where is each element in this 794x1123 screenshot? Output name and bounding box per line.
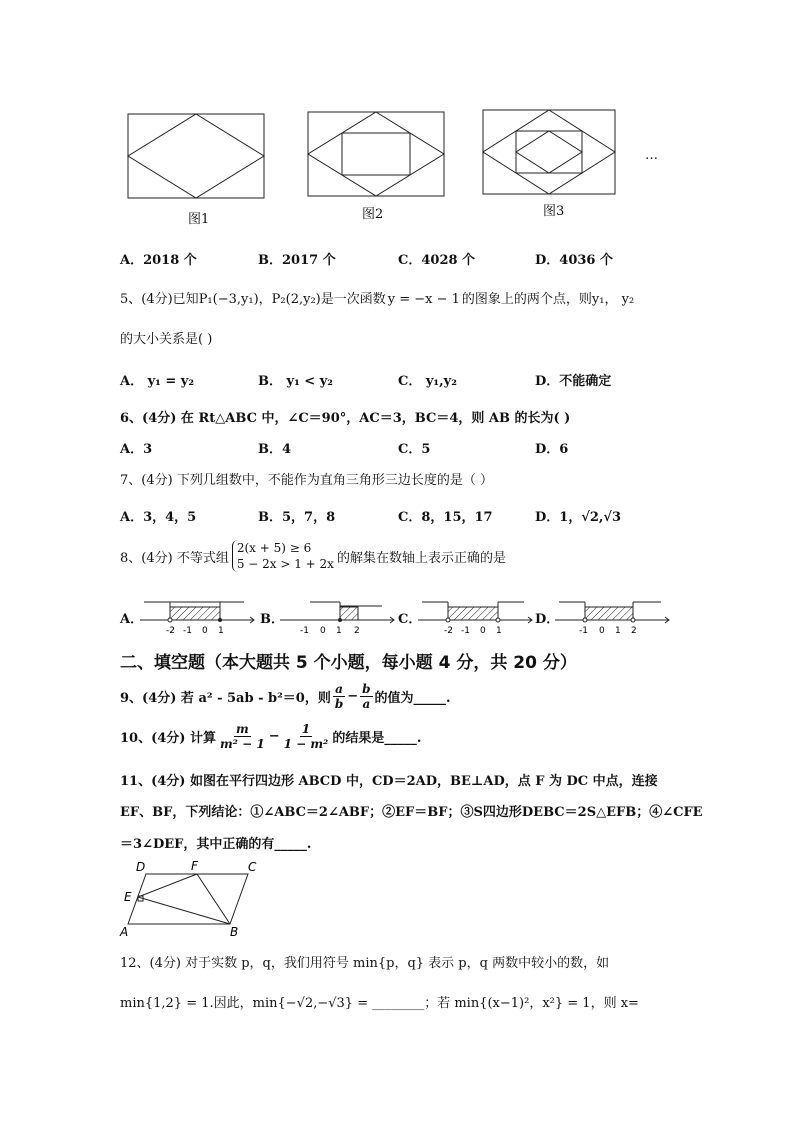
q12-line1: 12、(4分) 对于实数 p，q，我们用符号 min{p，q} 表示 p，q 两数中较小的数，如: [120, 956, 610, 971]
q5-option-d: D．不能确定: [535, 374, 612, 389]
fraction-2: $\frac{1}{\text{1 − m²}}$: [283, 722, 329, 751]
figure-1: [126, 112, 266, 202]
tick-label: 2: [631, 626, 637, 636]
q5-p2: P₂(2,y₂): [271, 292, 321, 307]
figure-1-caption: 图1: [188, 212, 210, 227]
q7-option-c: C．8，15，17: [398, 510, 493, 525]
q4-option-a: A．2018 个: [120, 253, 197, 268]
figure-2-caption: 图2: [362, 207, 384, 222]
number-line-b: [278, 594, 398, 638]
q11-line3: ＝3∠DEF，其中正确的有_____.: [120, 837, 312, 852]
q7-stem: 7、(4分) 下列几组数中，不能作为直角三角形三边长度的是（ ）: [120, 473, 493, 488]
q4-option-b: B．2017 个: [258, 253, 336, 268]
q9-suffix: 的值为_____.: [374, 691, 451, 706]
q5-option-c: C． y₁,y₂: [398, 374, 457, 389]
q4-option-c: C．4028 个: [398, 253, 476, 268]
q5-option-b: B． y₁ < y₂: [258, 374, 333, 389]
q5-suffix: 的图象上的两个点，则y₁， y₂: [461, 292, 635, 307]
q5-line2: 的大小关系是( ): [120, 332, 213, 347]
q6-stem: 6、(4分) 在 Rt△ABC 中，∠C＝90°，AC＝3，BC＝4，则 AB 的长为( ): [120, 411, 571, 426]
tick-label: 1: [615, 626, 621, 636]
q8-label-d: D．: [535, 612, 560, 627]
number-line-c: [416, 594, 536, 638]
inequality-system: [232, 540, 334, 572]
tick-label: -1: [461, 626, 470, 636]
tick-label: 1: [218, 626, 224, 636]
tick-label: -2: [166, 626, 175, 636]
q11-line1: 11、(4分) 如图在平行四边形 ABCD 中，CD＝2AD，BE⊥AD，点 F 为 DC 中点，连接: [120, 774, 658, 789]
q5-func: y = −x − 1: [387, 292, 460, 307]
q6-option-b: B．4: [258, 442, 292, 457]
point-label-a: A: [120, 925, 129, 938]
point-label-d: D: [136, 860, 146, 874]
section-heading: 二、填空题（本大题共 5 个小题，每小题 4 分，共 20 分）: [120, 653, 577, 673]
q5-p1: P₁(−3,y₁): [198, 292, 259, 307]
inequality-2: 5 − 2x > 1 + 2x: [236, 557, 334, 571]
q5-mid: 是一次函数: [320, 292, 386, 307]
fraction-b-over-a: $\frac{b}{a}$: [362, 682, 371, 711]
q12-line2: min{1,2} = 1.因此，min{−√2,−√3} = ________；若 min{(x−1)²，x²} = 1，则 x=: [120, 996, 639, 1011]
number-line-d: [553, 594, 673, 638]
q7-option-a: A．3，4，5: [120, 510, 197, 525]
fraction-1: $\frac{m}{\text{m² − 1}}$: [219, 722, 265, 751]
figure-3: [481, 108, 617, 196]
point-label-c: C: [248, 860, 257, 874]
q9-prefix: 9、(4分) 若 a² - 5ab - b²＝0，则: [120, 691, 331, 706]
q6-option-c: C．5: [398, 442, 431, 457]
q6-option-d: D．6: [535, 442, 569, 457]
minus-sign: −: [268, 729, 280, 744]
q11-line2: EF、BF，下列结论：①∠ABC＝2∠ABF；②EF＝BF；③S四边形DEBC＝2S△EFB；④∠CFE: [120, 805, 703, 820]
q8-suffix: 的解集在数轴上表示正确的是: [336, 550, 506, 566]
figure-ellipsis: …: [645, 148, 658, 163]
tick-label: 2: [354, 626, 360, 636]
point-label-b: B: [230, 925, 239, 938]
tick-label: 0: [202, 626, 208, 636]
q7-option-b: B．5，7，8: [258, 510, 336, 525]
q10-prefix: 10、(4分) 计算: [120, 731, 216, 746]
tick-label: 0: [599, 626, 605, 636]
q8-prefix: 8、(4分) 不等式组: [120, 550, 229, 566]
tick-label: -2: [444, 626, 453, 636]
q8-label-a: A．: [120, 612, 144, 627]
q6-option-a: A．3: [120, 442, 153, 457]
q10-suffix: 的结果是_____.: [332, 731, 422, 746]
tick-label: -1: [183, 626, 192, 636]
tick-label: 0: [320, 626, 326, 636]
point-label-f: F: [191, 859, 198, 873]
tick-label: 1: [496, 626, 502, 636]
q4-option-d: D．4036 个: [535, 253, 613, 268]
tick-label: -1: [300, 626, 309, 636]
figure-3-caption: 图3: [543, 204, 565, 219]
tick-label: 1: [336, 626, 342, 636]
q5-stem: [120, 288, 634, 307]
q8-stem: [120, 540, 506, 572]
q5-option-a: A． y₁ = y₂: [120, 374, 195, 389]
minus-sign: −: [347, 689, 359, 704]
tick-label: 0: [480, 626, 486, 636]
figure-2: [306, 110, 446, 198]
fraction-a-over-b: $\frac{a}{b}$: [334, 682, 344, 711]
q5-sep: ，: [258, 292, 272, 307]
q5-prefix: 5、(4分)已知: [120, 292, 199, 307]
q8-label-c: C．: [398, 612, 422, 627]
tick-label: -1: [579, 626, 588, 636]
point-label-e: E: [124, 890, 132, 904]
q8-label-b: B．: [260, 612, 284, 627]
q7-option-d: D．1，√2,√3: [535, 510, 622, 525]
q10-stem: [120, 722, 421, 751]
parallelogram-figure: [118, 856, 268, 938]
q9-stem: [120, 682, 451, 711]
inequality-1: 2(x + 5) ≥ 6: [236, 541, 312, 555]
number-line-a: [138, 594, 258, 638]
